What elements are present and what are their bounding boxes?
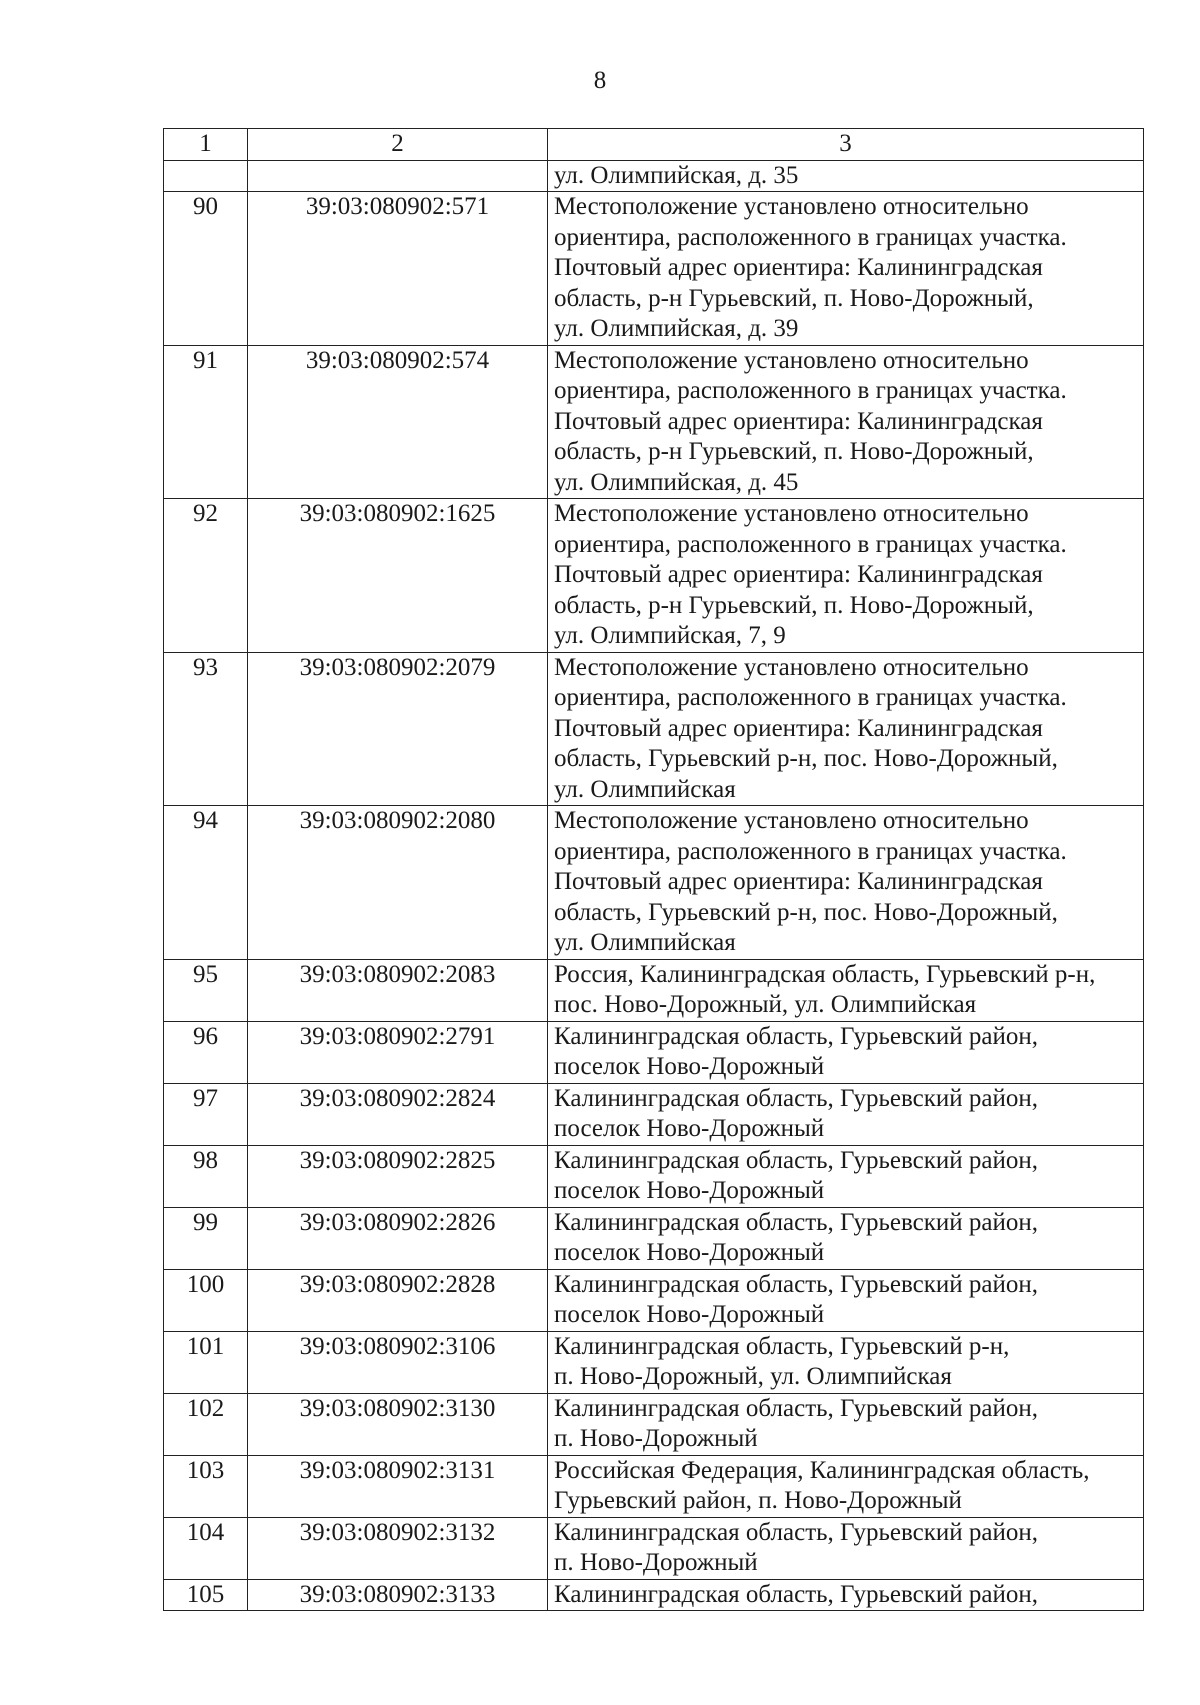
address-line: п. Ново-Дорожный, ул. Олимпийская <box>554 1363 952 1390</box>
address-cell <box>548 499 1144 653</box>
table-row <box>164 1207 1144 1269</box>
address-line: поселок Ново-Дорожный <box>554 1177 825 1204</box>
page-number: 8 <box>593 67 607 94</box>
address-line: Местоположение установлено относительно <box>554 807 1029 834</box>
table-row <box>164 1021 1144 1083</box>
address-line: область, р-н Гурьевский, п. Ново-Дорожный, <box>554 438 1034 465</box>
table-row <box>164 1083 1144 1145</box>
table-row <box>164 806 1144 960</box>
row-number-cell: 92 <box>164 499 248 653</box>
cadastral-number-cell: 39:03:080902:574 <box>248 345 548 499</box>
cadastral-number-cell: 39:03:080902:571 <box>248 192 548 346</box>
column-header-1: 1 <box>164 129 248 161</box>
address-line: п. Ново-Дорожный <box>554 1549 758 1576</box>
column-header-row <box>164 129 1144 161</box>
cadastral-number-cell: 39:03:080902:2083 <box>248 959 548 1021</box>
row-number-cell: 93 <box>164 652 248 806</box>
address-line: ориентира, расположенного в границах участка. <box>554 530 1067 558</box>
table-body <box>164 129 1144 1611</box>
address-cell <box>548 1393 1144 1455</box>
address-line: Россия, Калининградская область, Гурьевский р-н, <box>554 960 1096 988</box>
address-line: ул. Олимпийская, д. 45 <box>554 468 799 496</box>
row-number-cell: 104 <box>164 1517 248 1579</box>
table-row <box>164 652 1144 806</box>
address-cell <box>548 1207 1144 1269</box>
table-row <box>164 345 1144 499</box>
row-number-cell: 102 <box>164 1393 248 1455</box>
address-line: ориентира, расположенного в границах участка. <box>554 684 1067 711</box>
address-cell <box>548 1145 1144 1207</box>
continuation-row <box>164 160 1144 192</box>
address-line: Калининградская область, Гурьевский район, <box>554 1270 1039 1298</box>
address-cell <box>548 192 1144 346</box>
address-line: область, Гурьевский р-н, пос. Ново-Дорожный, <box>554 898 1058 926</box>
address-line: Почтовый адрес ориентира: Калининградская <box>554 714 1043 742</box>
address-line: Почтовый адрес ориентира: Калининградская <box>554 407 1043 435</box>
table-row <box>164 1145 1144 1207</box>
address-line: Калининградская область, Гурьевский район, <box>554 1394 1039 1422</box>
address-line: Местоположение установлено относительно <box>554 653 1029 681</box>
cadastral-number-cell: 39:03:080902:3106 <box>248 1331 548 1393</box>
table-row <box>164 192 1144 346</box>
address-line: Калининградская область, Гурьевский район, <box>554 1208 1039 1236</box>
address-line: Калининградская область, Гурьевский район, <box>554 1146 1039 1174</box>
address-line: Почтовый адрес ориентира: Калининградская <box>554 561 1043 588</box>
address-line: ул. Олимпийская, д. 39 <box>554 315 799 342</box>
address-line: ориентира, расположенного в границах участка. <box>554 837 1067 865</box>
row-number-cell: 94 <box>164 806 248 960</box>
address-line: Местоположение установлено относительно <box>554 346 1029 374</box>
row-number-cell: 99 <box>164 1207 248 1269</box>
address-line: поселок Ново-Дорожный <box>554 1239 825 1266</box>
continuation-address-cell: ул. Олимпийская, д. 35 <box>548 160 1144 192</box>
address-line: область, р-н Гурьевский, п. Ново-Дорожный, <box>554 591 1034 619</box>
continuation-num-cell <box>164 160 248 192</box>
table-row <box>164 1579 1144 1611</box>
cadastral-number-cell: 39:03:080902:2824 <box>248 1083 548 1145</box>
cadastral-number-cell: 39:03:080902:3132 <box>248 1517 548 1579</box>
address-line: п. Ново-Дорожный <box>554 1425 758 1452</box>
address-cell <box>548 345 1144 499</box>
table-row <box>164 1331 1144 1393</box>
column-header-3: 3 <box>548 129 1144 161</box>
address-line: ул. Олимпийская, 7, 9 <box>554 622 786 649</box>
table-row <box>164 1269 1144 1331</box>
cadastral-number-cell: 39:03:080902:2828 <box>248 1269 548 1331</box>
address-cell <box>548 1331 1144 1393</box>
row-number-cell: 95 <box>164 959 248 1021</box>
row-number-cell: 98 <box>164 1145 248 1207</box>
row-number-cell: 101 <box>164 1331 248 1393</box>
address-cell <box>548 959 1144 1021</box>
address-line: ул. Олимпийская <box>554 929 736 956</box>
address-cell <box>548 1083 1144 1145</box>
address-line: поселок Ново-Дорожный <box>554 1115 825 1142</box>
cadastral-number-cell: 39:03:080902:3131 <box>248 1455 548 1517</box>
address-line: Местоположение установлено относительно <box>554 500 1029 527</box>
address-line: область, Гурьевский р-н, пос. Ново-Дорожный, <box>554 745 1058 772</box>
row-number-cell: 103 <box>164 1455 248 1517</box>
address-line: Местоположение установлено относительно <box>554 193 1029 220</box>
address-line: Почтовый адрес ориентира: Калининградская <box>554 868 1043 895</box>
address-line: пос. Ново-Дорожный, ул. Олимпийская <box>554 991 977 1018</box>
table-row <box>164 1517 1144 1579</box>
address-cell <box>548 1021 1144 1083</box>
address-line: ул. Олимпийская <box>554 775 736 803</box>
row-number-cell: 97 <box>164 1083 248 1145</box>
continuation-cadastral-cell <box>248 160 548 192</box>
table-row <box>164 1455 1144 1517</box>
cadastral-number-cell: 39:03:080902:3130 <box>248 1393 548 1455</box>
address-line: Калининградская область, Гурьевский район, <box>554 1084 1039 1112</box>
address-cell <box>548 806 1144 960</box>
table-row <box>164 959 1144 1021</box>
address-line: Российская Федерация, Калининградская область, <box>554 1456 1090 1484</box>
cadastral-number-cell: 39:03:080902:2826 <box>248 1207 548 1269</box>
cadastral-number-cell: 39:03:080902:2791 <box>248 1021 548 1083</box>
address-cell <box>548 652 1144 806</box>
land-plots-table <box>163 128 1144 1611</box>
address-line: Почтовый адрес ориентира: Калининградская <box>554 254 1043 281</box>
address-line: Калининградская область, Гурьевский район, <box>554 1022 1039 1050</box>
address-line: Калининградская область, Гурьевский район, <box>554 1580 1039 1608</box>
address-line: поселок Ново-Дорожный <box>554 1053 825 1080</box>
cadastral-number-cell: 39:03:080902:3133 <box>248 1579 548 1611</box>
address-line: Калининградская область, Гурьевский р-н, <box>554 1332 1010 1360</box>
address-line: Калининградская область, Гурьевский район, <box>554 1518 1039 1546</box>
cadastral-number-cell: 39:03:080902:1625 <box>248 499 548 653</box>
row-number-cell: 90 <box>164 192 248 346</box>
address-line: поселок Ново-Дорожный <box>554 1301 825 1328</box>
column-header-2: 2 <box>248 129 548 161</box>
row-number-cell: 105 <box>164 1579 248 1611</box>
address-line: ориентира, расположенного в границах участка. <box>554 223 1067 251</box>
address-line: ориентира, расположенного в границах участка. <box>554 377 1067 404</box>
row-number-cell: 96 <box>164 1021 248 1083</box>
address-line: область, р-н Гурьевский, п. Ново-Дорожный, <box>554 284 1034 312</box>
table-row <box>164 1393 1144 1455</box>
table-row <box>164 499 1144 653</box>
cadastral-number-cell: 39:03:080902:2079 <box>248 652 548 806</box>
address-cell <box>548 1517 1144 1579</box>
address-cell <box>548 1269 1144 1331</box>
row-number-cell: 100 <box>164 1269 248 1331</box>
row-number-cell: 91 <box>164 345 248 499</box>
cadastral-number-cell: 39:03:080902:2825 <box>248 1145 548 1207</box>
cadastral-number-cell: 39:03:080902:2080 <box>248 806 548 960</box>
address-cell <box>548 1579 1144 1611</box>
address-cell <box>548 1455 1144 1517</box>
address-line: Гурьевский район, п. Ново-Дорожный <box>554 1487 962 1514</box>
